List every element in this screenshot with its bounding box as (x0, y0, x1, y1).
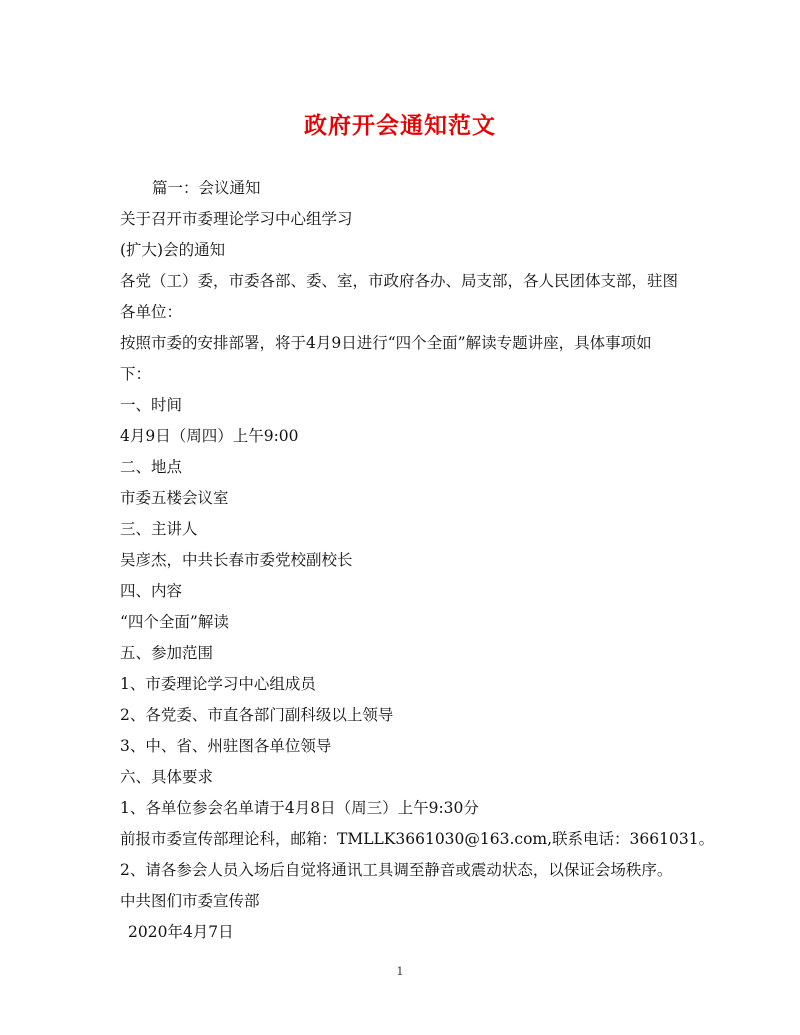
list-item: 1、各单位参会名单请于4月8日（周三）上午9:30分 (120, 799, 479, 817)
notice-subject-line: 关于召开市委理论学习中心组学习 (120, 210, 353, 228)
document-title: 政府开会通知范文 (304, 112, 496, 139)
item-heading: 四、内容 (120, 582, 183, 600)
addressee-paragraph: 各党（工）委，市委各部、委、室，市政府各办、局支部，各人民团体支部，驻图各单位： (120, 272, 679, 321)
signature-date: 2020年4月7日 (128, 923, 234, 941)
item-heading: 三、主讲人 (120, 520, 198, 538)
list-item: 3、中、省、州驻图各单位领导 (120, 737, 332, 755)
item-content: “四个全面”解读 (120, 613, 229, 631)
contact-line: 前报市委宣传部理论科，邮箱：TMLLK3661030@163.com,联系电话：3661031。 (120, 830, 715, 848)
intro-paragraph: 按照市委的安排部署，将于4月9日进行“四个全面”解读专题讲座，具体事项如下： (120, 334, 652, 383)
list-item: 2、各党委、市直各部门副科级以上领导 (120, 706, 394, 724)
list-item: 2、请各参会人员入场后自觉将通讯工具调至静音或震动状态，以保证会场秩序。 (120, 861, 673, 879)
item-content: 4月9日（周四）上午9:00 (120, 427, 299, 445)
item-content: 市委五楼会议室 (120, 489, 229, 507)
document-body (120, 173, 715, 948)
item-heading: 一、时间 (120, 396, 183, 414)
section-heading: 篇一：会议通知 (152, 179, 261, 197)
signature-organization: 中共图们市委宣传部 (120, 892, 260, 910)
list-item: 1、市委理论学习中心组成员 (120, 675, 316, 693)
item-content: 吴彦杰，中共长春市委党校副校长 (120, 551, 353, 569)
item-heading: 五、参加范围 (120, 644, 214, 662)
page-number: 1 (396, 965, 404, 978)
notice-subject-line: (扩大)会的通知 (120, 241, 226, 259)
item-heading: 六、具体要求 (120, 768, 214, 786)
item-heading: 二、地点 (120, 458, 183, 476)
